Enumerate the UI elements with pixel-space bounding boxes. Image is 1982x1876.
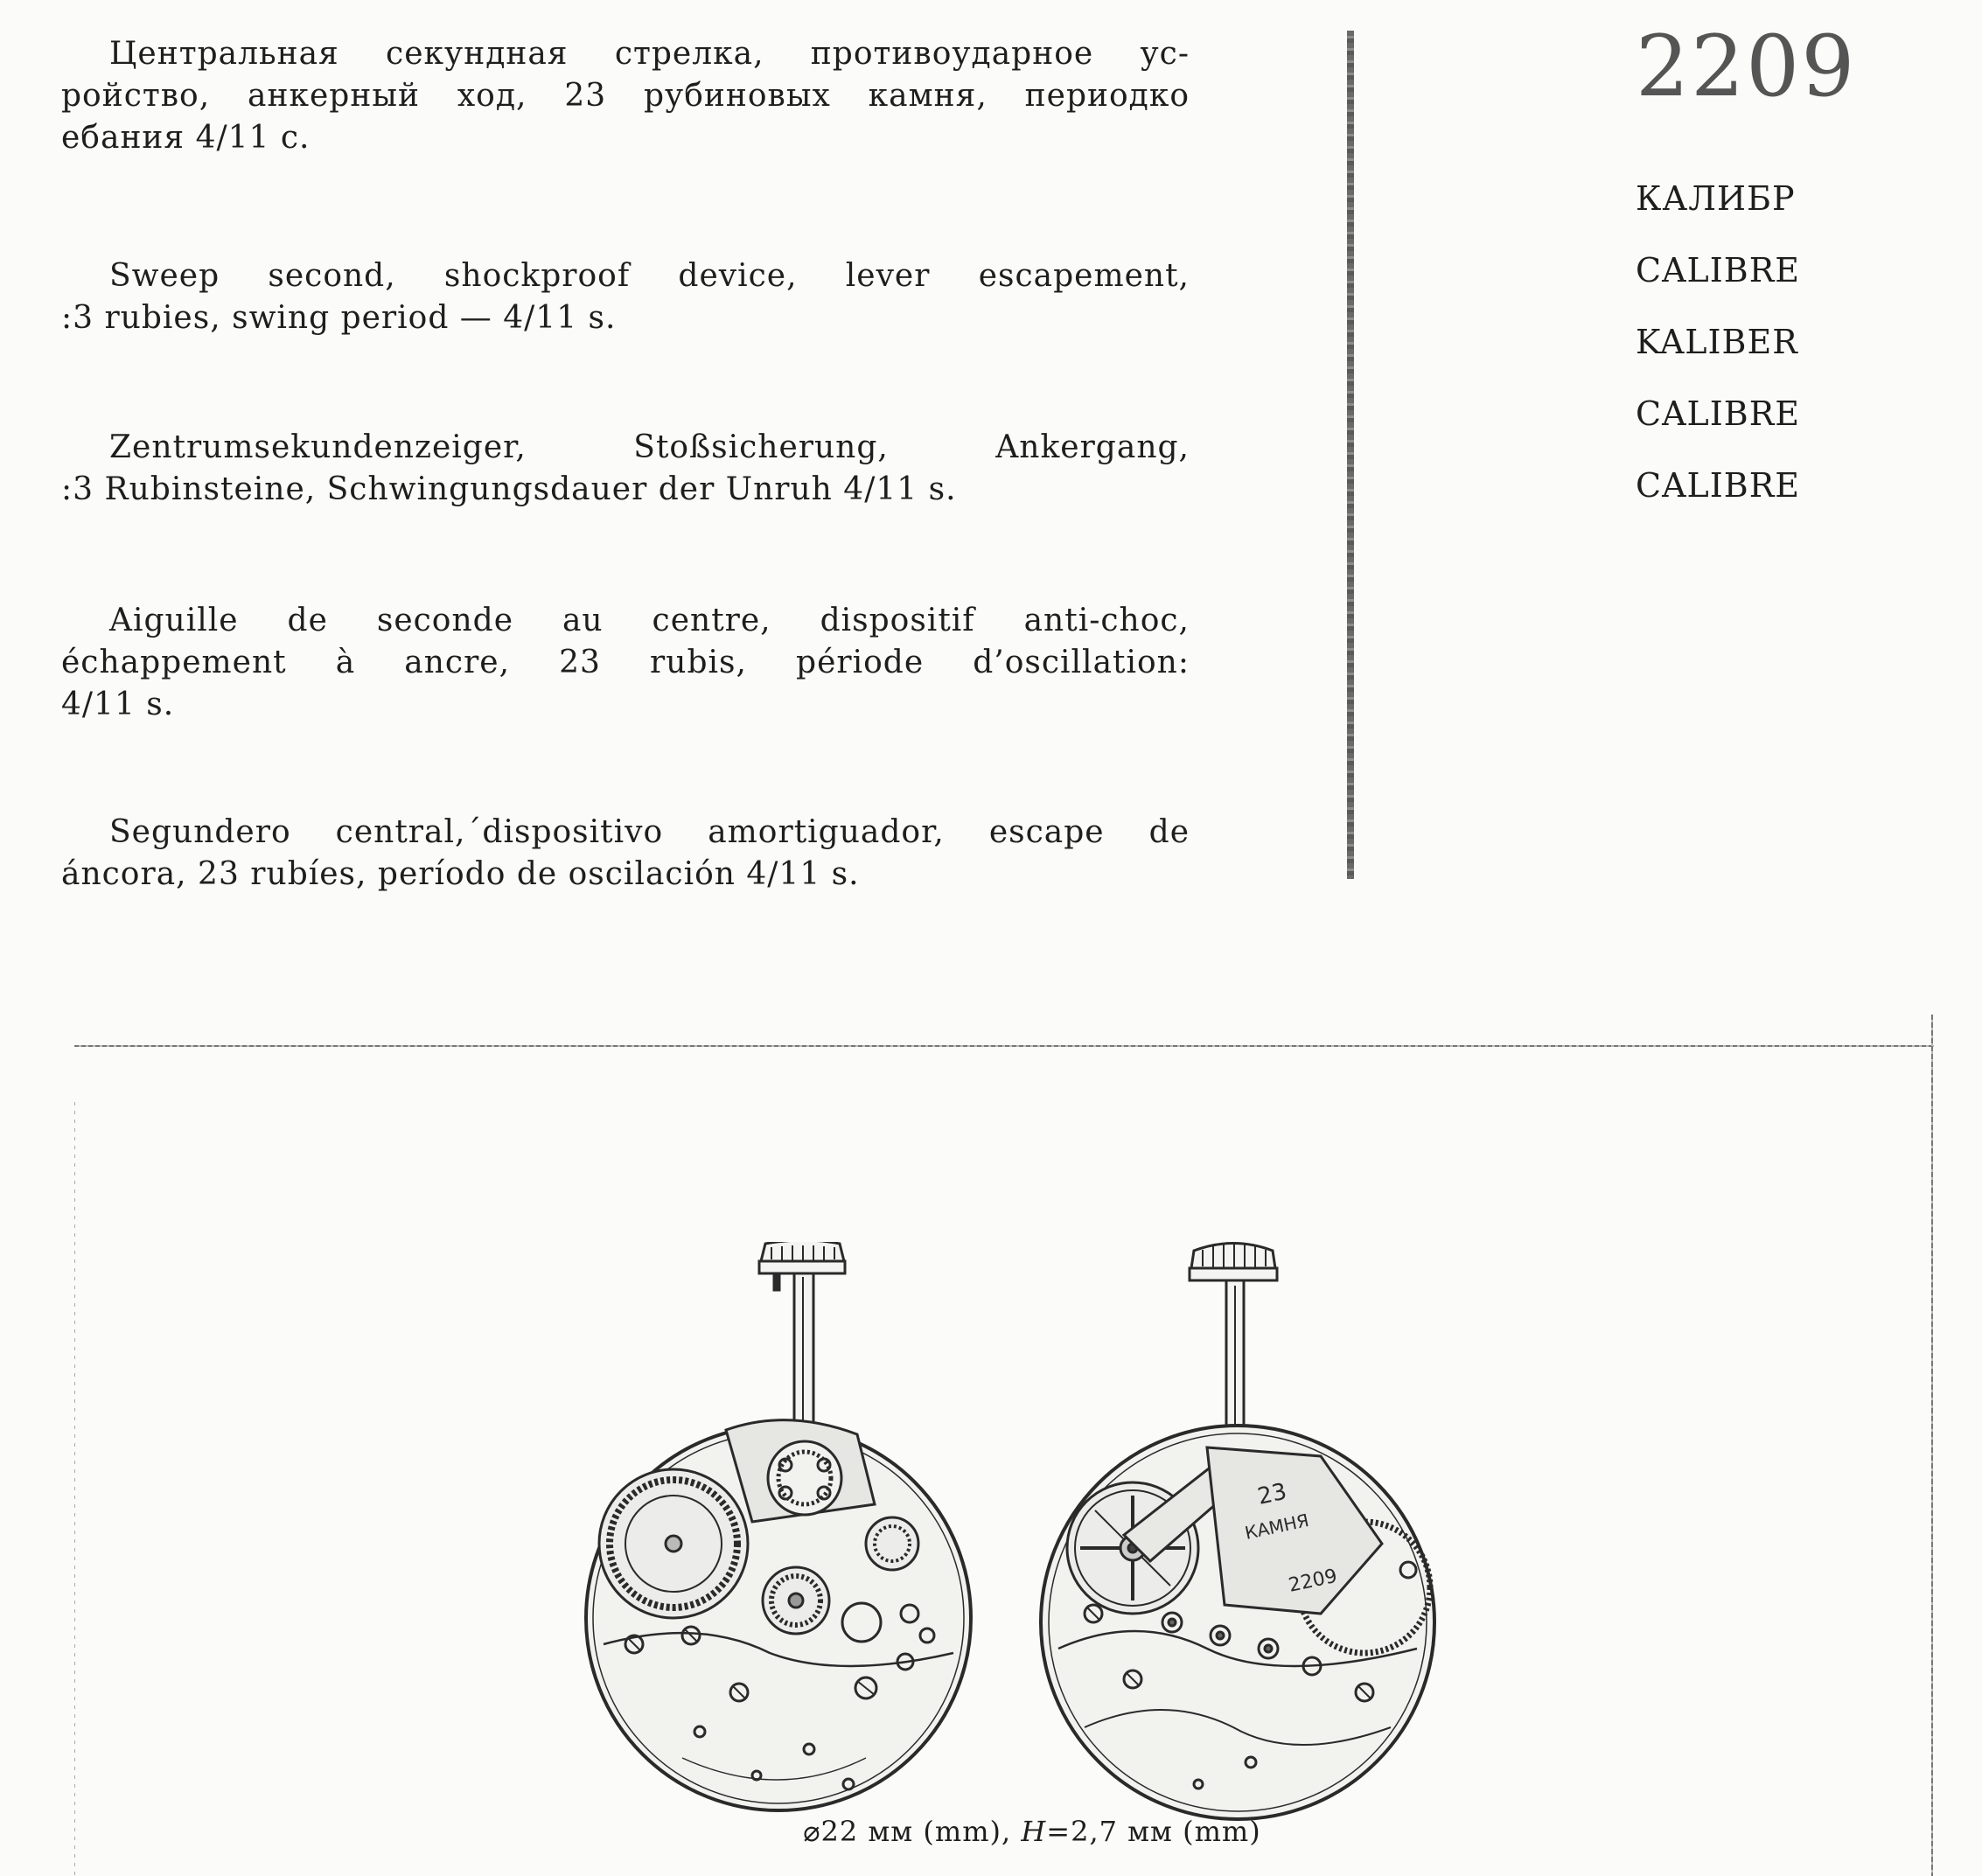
description-french — [61, 600, 1190, 726]
description-line: ройство, анкерный ход, 23 рубиновых камня, периодко — [61, 78, 1190, 114]
engraving-jewels-count: 23 — [1255, 1478, 1289, 1510]
illustration-frame-left — [74, 1102, 75, 1876]
description-line: áncora, 23 rubíes, período de oscilación 4/11 s. — [61, 856, 860, 892]
description-line: ебания 4/11 с. — [61, 120, 311, 156]
calibre-label-en: CALIBRE — [1636, 251, 1801, 289]
description-german — [61, 427, 1190, 511]
calibre-number: 2209 — [1636, 17, 1857, 115]
description-russian — [61, 33, 1190, 159]
calibre-label-ru: КАЛИБР — [1636, 179, 1796, 218]
description-line: Aiguille de seconde au centre, dispositif anti-choc, — [109, 603, 1190, 638]
description-line: :3 rubies, swing period — 4/11 s. — [61, 300, 617, 336]
height-symbol: H — [1021, 1815, 1047, 1848]
diameter-value: ⌀22 мм (mm), — [803, 1815, 1012, 1848]
calibre-label-fr: CALIBRE — [1636, 394, 1801, 433]
dimensions-caption — [752, 1815, 1312, 1848]
calibre-label-de: KALIBER — [1636, 323, 1798, 361]
description-line: Zentrumsekundenzeiger, Stoßsicherung, Ankergang, — [109, 429, 1190, 465]
illustration-frame-top — [74, 1045, 1934, 1047]
description-line: échappement à ancre, 23 rubis, période d’oscillation: — [61, 645, 1190, 680]
illustration-frame-right — [1931, 1015, 1933, 1876]
movement-dial-side-illustration — [577, 1242, 980, 1837]
column-divider — [1347, 31, 1354, 879]
calibre-label-list — [1636, 179, 1863, 538]
description-line: :3 Rubinsteine, Schwingungsdauer der Unruh 4/11 s. — [61, 471, 957, 507]
engraving-jewels-word: КАМНЯ — [1243, 1510, 1311, 1544]
calibre-label-es: CALIBRE — [1636, 466, 1801, 505]
engraving-calibre-number: 2209 — [1287, 1565, 1340, 1597]
description-english — [61, 255, 1190, 339]
description-line: Центральная секундная стрелка, противоударное ус- — [109, 36, 1190, 72]
description-line: Sweep second, shockproof device, lever escapement, — [109, 258, 1190, 294]
movement-bridge-side-illustration — [1032, 1238, 1443, 1837]
description-spanish — [61, 812, 1190, 896]
height-value: =2,7 мм (mm) — [1046, 1815, 1261, 1848]
description-line: Segundero central,´dispositivo amortiguador, escape de — [109, 814, 1190, 850]
description-line: 4/11 s. — [61, 687, 175, 722]
